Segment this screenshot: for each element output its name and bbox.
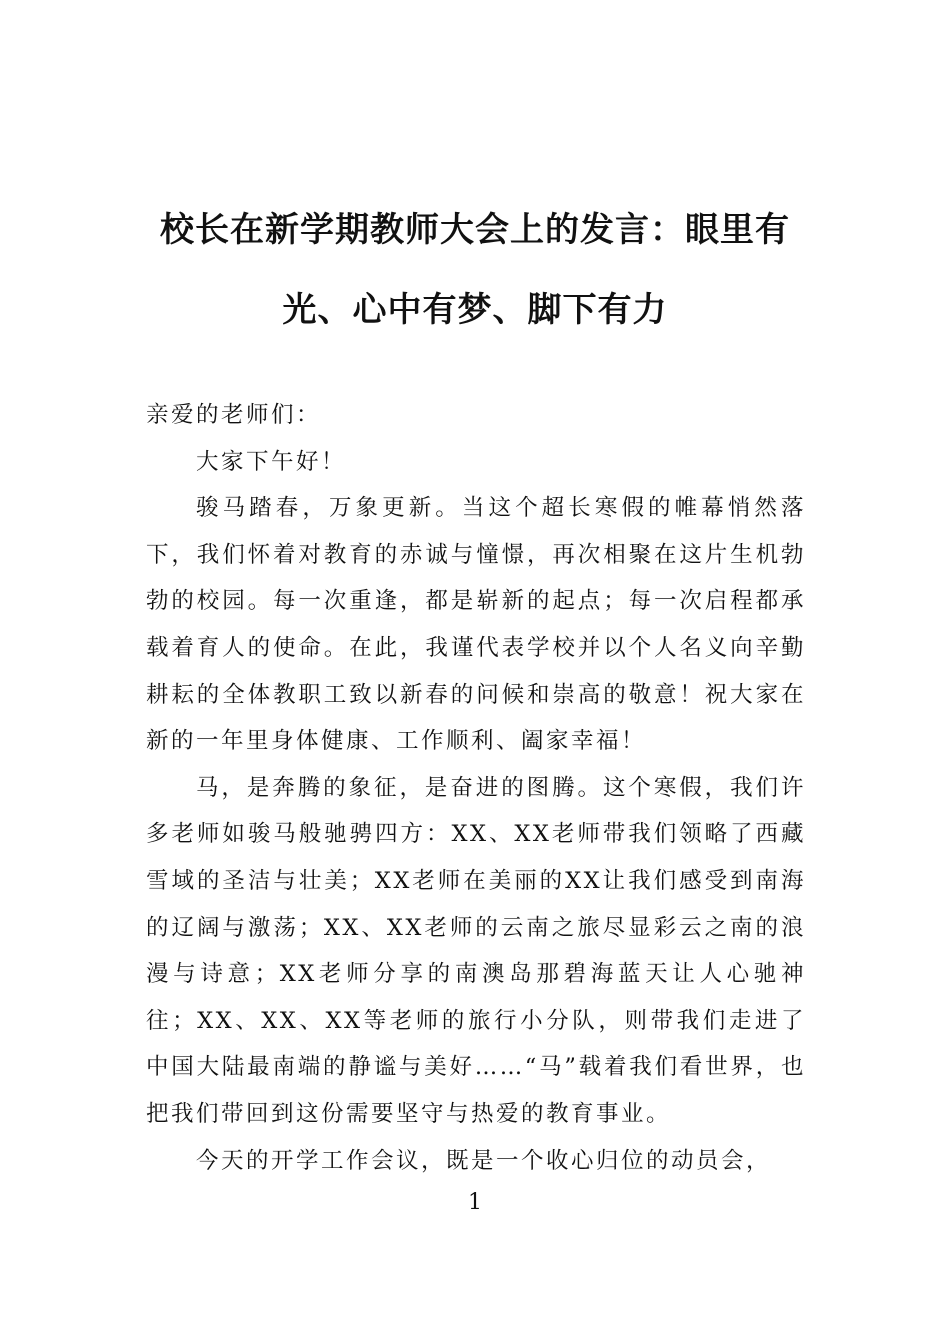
paragraph-3: 今天的开学工作会议，既是一个收心归位的动员会， (196, 1147, 772, 1174)
paragraph-2: 马，是奔腾的象征，是奋进的图腾。这个寒假，我们许多老师如骏马般驰骋四方：XX、XX老师带我们领略了西藏雪域的圣洁与壮美；XX老师在美丽的XX让我们感受到南海的辽阔与激荡；XX、XX老师的云南之旅尽显彩云之南的浪漫与诗意；XX老师分享的南澳岛那碧海蓝天让人心驰神往；XX、XX、XX等老师的旅行小分队，则带我们走进了中国大陆最南端的静谧与美好……“马”载着我们看世界，也把我们带回到这份需要坚守与热爱的教育事业。 (146, 774, 806, 1127)
page-number: 1 (468, 1190, 482, 1215)
paragraph-1: 骏马踏春，万象更新。当这个超长寒假的帷幕悄然落下，我们怀着对教育的赤诚与憧憬，再次相聚在这片生机勃勃的校园。每一次重逢，都是崭新的起点；每一次启程都承载着育人的使命。在此，我谨代表学校并以个人名义向辛勤耕耘的全体教职工致以新春的问候和崇高的敬意！祝大家在新的一年里身体健康、工作顺利、阖家幸福！ (146, 495, 806, 755)
document-title: 校长在新学期教师大会上的发言：眼里有光、心中有梦、脚下有力 (160, 210, 790, 330)
salutation: 亲爱的老师们： (146, 402, 322, 428)
document-body (146, 392, 806, 1184)
greeting: 大家下午好！ (196, 448, 347, 475)
